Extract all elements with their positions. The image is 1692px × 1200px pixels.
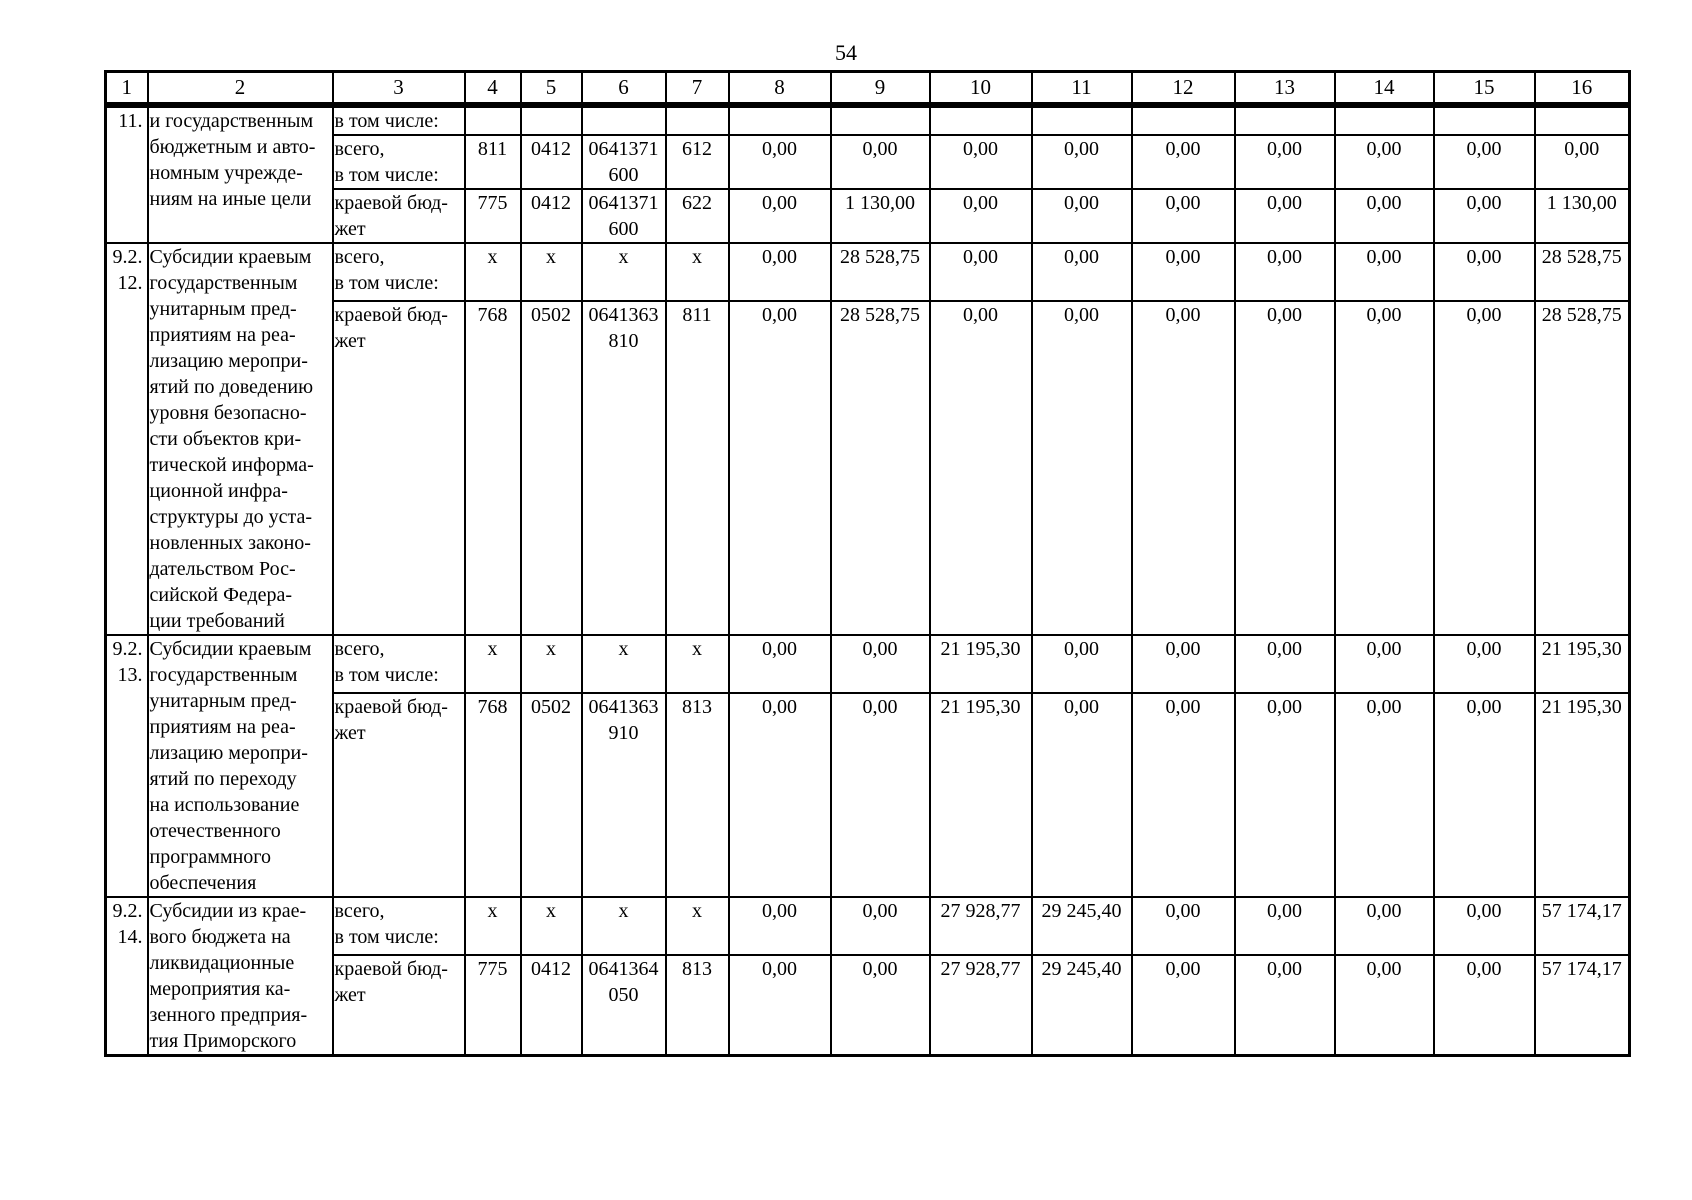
amount-cell-col-8: 0,00 (729, 693, 831, 897)
amount-cell-col-8 (729, 107, 831, 136)
expense-type-code: 813 (666, 955, 729, 1055)
amount-cell-col-10: 27 928,77 (930, 955, 1032, 1055)
funding-source-label: всего, в том числе: (333, 635, 465, 693)
amount-cell-col-13: 0,00 (1235, 897, 1335, 955)
funding-source-label: краевой бюд- жет (333, 693, 465, 897)
expense-type-code: 612 (666, 135, 729, 189)
expense-type-code: x (666, 897, 729, 955)
table-row (106, 635, 1630, 693)
expense-type-code: x (666, 243, 729, 301)
column-header-15: 15 (1434, 72, 1535, 104)
amount-cell-col-11: 0,00 (1032, 693, 1132, 897)
amount-cell-col-16: 57 174,17 (1535, 955, 1630, 1055)
funding-source-label: краевой бюд- жет (333, 189, 465, 243)
funding-source-label: всего, в том числе: (333, 897, 465, 955)
expense-type-code (666, 107, 729, 136)
table-row (106, 301, 1630, 635)
amount-cell-col-15: 0,00 (1434, 635, 1535, 693)
amount-cell-col-14: 0,00 (1335, 635, 1434, 693)
amount-cell-col-14: 0,00 (1335, 135, 1434, 189)
amount-cell-col-10: 0,00 (930, 301, 1032, 635)
target-article-code: 0641371 600 (582, 189, 666, 243)
amount-cell-col-9: 0,00 (831, 135, 930, 189)
funding-source-label: краевой бюд- жет (333, 301, 465, 635)
expense-type-code: x (666, 635, 729, 693)
amount-cell-col-9: 0,00 (831, 693, 930, 897)
table-row (106, 243, 1630, 301)
table-row (106, 107, 1630, 136)
ministry-code: 768 (465, 301, 521, 635)
ministry-code: x (465, 243, 521, 301)
column-header-1: 1 (106, 72, 148, 104)
target-article-code: x (582, 243, 666, 301)
amount-cell-col-14 (1335, 107, 1434, 136)
amount-cell-col-10: 21 195,30 (930, 635, 1032, 693)
amount-cell-col-11: 29 245,40 (1032, 955, 1132, 1055)
funding-source-label: краевой бюд- жет (333, 955, 465, 1055)
amount-cell-col-15: 0,00 (1434, 693, 1535, 897)
amount-cell-col-8: 0,00 (729, 135, 831, 189)
amount-cell-col-8: 0,00 (729, 955, 831, 1055)
amount-cell-col-16: 21 195,30 (1535, 635, 1630, 693)
ministry-code: 775 (465, 955, 521, 1055)
amount-cell-col-14: 0,00 (1335, 897, 1434, 955)
column-header-3: 3 (333, 72, 465, 104)
target-article-code: 0641364 050 (582, 955, 666, 1055)
column-header-4: 4 (465, 72, 521, 104)
target-article-code: x (582, 897, 666, 955)
column-header-8: 8 (729, 72, 831, 104)
amount-cell-col-15: 0,00 (1434, 243, 1535, 301)
amount-cell-col-15: 0,00 (1434, 301, 1535, 635)
ministry-code: 768 (465, 693, 521, 897)
amount-cell-col-8: 0,00 (729, 189, 831, 243)
amount-cell-col-11: 29 245,40 (1032, 897, 1132, 955)
amount-cell-col-10: 0,00 (930, 243, 1032, 301)
table-row (106, 189, 1630, 243)
ministry-code: 811 (465, 135, 521, 189)
expense-type-code: 622 (666, 189, 729, 243)
item-description: Субсидии из крае- вого бюджета на ликвидационные мероприятия ка- зенного предприя- тия Приморского (148, 897, 333, 1056)
amount-cell-col-10: 0,00 (930, 135, 1032, 189)
amount-cell-col-10: 0,00 (930, 189, 1032, 243)
amount-cell-col-14: 0,00 (1335, 693, 1434, 897)
amount-cell-col-11: 0,00 (1032, 189, 1132, 243)
amount-cell-col-12 (1132, 107, 1235, 136)
column-header-6: 6 (582, 72, 666, 104)
amount-cell-col-9: 1 130,00 (831, 189, 930, 243)
amount-cell-col-8: 0,00 (729, 635, 831, 693)
amount-cell-col-9: 0,00 (831, 635, 930, 693)
ministry-code: 775 (465, 189, 521, 243)
budget-table (104, 105, 1631, 1057)
amount-cell-col-8: 0,00 (729, 243, 831, 301)
table-row (106, 955, 1630, 1055)
amount-cell-col-9 (831, 107, 930, 136)
table-row (106, 693, 1630, 897)
amount-cell-col-8: 0,00 (729, 301, 831, 635)
section-code: 0412 (521, 189, 582, 243)
column-header-5: 5 (521, 72, 582, 104)
ministry-code: x (465, 635, 521, 693)
amount-cell-col-15 (1434, 107, 1535, 136)
section-code: 0412 (521, 955, 582, 1055)
amount-cell-col-12: 0,00 (1132, 897, 1235, 955)
amount-cell-col-9: 0,00 (831, 955, 930, 1055)
table-row (106, 897, 1630, 955)
amount-cell-col-11: 0,00 (1032, 243, 1132, 301)
amount-cell-col-13: 0,00 (1235, 189, 1335, 243)
amount-cell-col-11: 0,00 (1032, 301, 1132, 635)
funding-source-label: всего, в том числе: (333, 243, 465, 301)
amount-cell-col-15: 0,00 (1434, 189, 1535, 243)
target-article-code: x (582, 635, 666, 693)
column-header-10: 10 (930, 72, 1032, 104)
column-number-header (104, 70, 1631, 105)
column-header-11: 11 (1032, 72, 1132, 104)
amount-cell-col-9: 28 528,75 (831, 301, 930, 635)
amount-cell-col-13 (1235, 107, 1335, 136)
amount-cell-col-12: 0,00 (1132, 301, 1235, 635)
ministry-code (465, 107, 521, 136)
item-number: 9.2. 12. (106, 243, 148, 635)
ministry-code: x (465, 897, 521, 955)
section-code: 0412 (521, 135, 582, 189)
amount-cell-col-8: 0,00 (729, 897, 831, 955)
section-code: x (521, 635, 582, 693)
amount-cell-col-16: 28 528,75 (1535, 301, 1630, 635)
amount-cell-col-12: 0,00 (1132, 693, 1235, 897)
amount-cell-col-13: 0,00 (1235, 635, 1335, 693)
column-header-2: 2 (148, 72, 333, 104)
section-code: x (521, 243, 582, 301)
amount-cell-col-14: 0,00 (1335, 955, 1434, 1055)
amount-cell-col-13: 0,00 (1235, 955, 1335, 1055)
section-code (521, 107, 582, 136)
column-header-9: 9 (831, 72, 930, 104)
amount-cell-col-11: 0,00 (1032, 135, 1132, 189)
amount-cell-col-10 (930, 107, 1032, 136)
amount-cell-col-15: 0,00 (1434, 897, 1535, 955)
amount-cell-col-14: 0,00 (1335, 301, 1434, 635)
amount-cell-col-14: 0,00 (1335, 189, 1434, 243)
section-code: x (521, 897, 582, 955)
column-header-16: 16 (1535, 72, 1630, 104)
amount-cell-col-13: 0,00 (1235, 243, 1335, 301)
amount-cell-col-12: 0,00 (1132, 243, 1235, 301)
amount-cell-col-12: 0,00 (1132, 135, 1235, 189)
amount-cell-col-9: 0,00 (831, 897, 930, 955)
amount-cell-col-15: 0,00 (1434, 135, 1535, 189)
column-header-7: 7 (666, 72, 729, 104)
amount-cell-col-13: 0,00 (1235, 693, 1335, 897)
amount-cell-col-11: 0,00 (1032, 635, 1132, 693)
item-number: 9.2. 14. (106, 897, 148, 1056)
target-article-code (582, 107, 666, 136)
amount-cell-col-11 (1032, 107, 1132, 136)
amount-cell-col-16: 57 174,17 (1535, 897, 1630, 955)
amount-cell-col-15: 0,00 (1434, 955, 1535, 1055)
funding-source-label: всего, в том числе: (333, 135, 465, 189)
amount-cell-col-13: 0,00 (1235, 301, 1335, 635)
section-code: 0502 (521, 693, 582, 897)
table-row (106, 135, 1630, 189)
amount-cell-col-12: 0,00 (1132, 955, 1235, 1055)
target-article-code: 0641363 810 (582, 301, 666, 635)
amount-cell-col-14: 0,00 (1335, 243, 1434, 301)
item-number: 9.2. 13. (106, 635, 148, 897)
column-header-13: 13 (1235, 72, 1335, 104)
target-article-code: 0641363 910 (582, 693, 666, 897)
item-description: Субсидии краевым государственным унитарным пред- приятиям на реа- лизацию меропри- ятий по переходу на использование отечественного программного обеспечения (148, 635, 333, 897)
amount-cell-col-10: 21 195,30 (930, 693, 1032, 897)
amount-cell-col-16: 1 130,00 (1535, 189, 1630, 243)
column-header-14: 14 (1335, 72, 1434, 104)
amount-cell-col-16: 28 528,75 (1535, 243, 1630, 301)
expense-type-code: 811 (666, 301, 729, 635)
expense-type-code: 813 (666, 693, 729, 897)
column-header-12: 12 (1132, 72, 1235, 104)
section-code: 0502 (521, 301, 582, 635)
item-description: Субсидии краевым государственным унитарным пред- приятиям на реа- лизацию меропри- ятий по доведению уровня безопасно- сти объектов кри- тической информа- ционной инфра- структуры до уста- новленных законо- дательством Рос- сийской Федера- ции требований (148, 243, 333, 635)
target-article-code: 0641371 600 (582, 135, 666, 189)
amount-cell-col-10: 27 928,77 (930, 897, 1032, 955)
amount-cell-col-13: 0,00 (1235, 135, 1335, 189)
amount-cell-col-12: 0,00 (1132, 189, 1235, 243)
funding-source-label: в том числе: (333, 107, 465, 136)
page-number: 54 (835, 40, 857, 65)
amount-cell-col-9: 28 528,75 (831, 243, 930, 301)
amount-cell-col-16: 0,00 (1535, 135, 1630, 189)
item-number: 11. (106, 107, 148, 244)
amount-cell-col-16 (1535, 107, 1630, 136)
amount-cell-col-12: 0,00 (1132, 635, 1235, 693)
amount-cell-col-16: 21 195,30 (1535, 693, 1630, 897)
item-description: и государственным бюджетным и авто- номным учрежде- ниям на иные цели (148, 107, 333, 244)
